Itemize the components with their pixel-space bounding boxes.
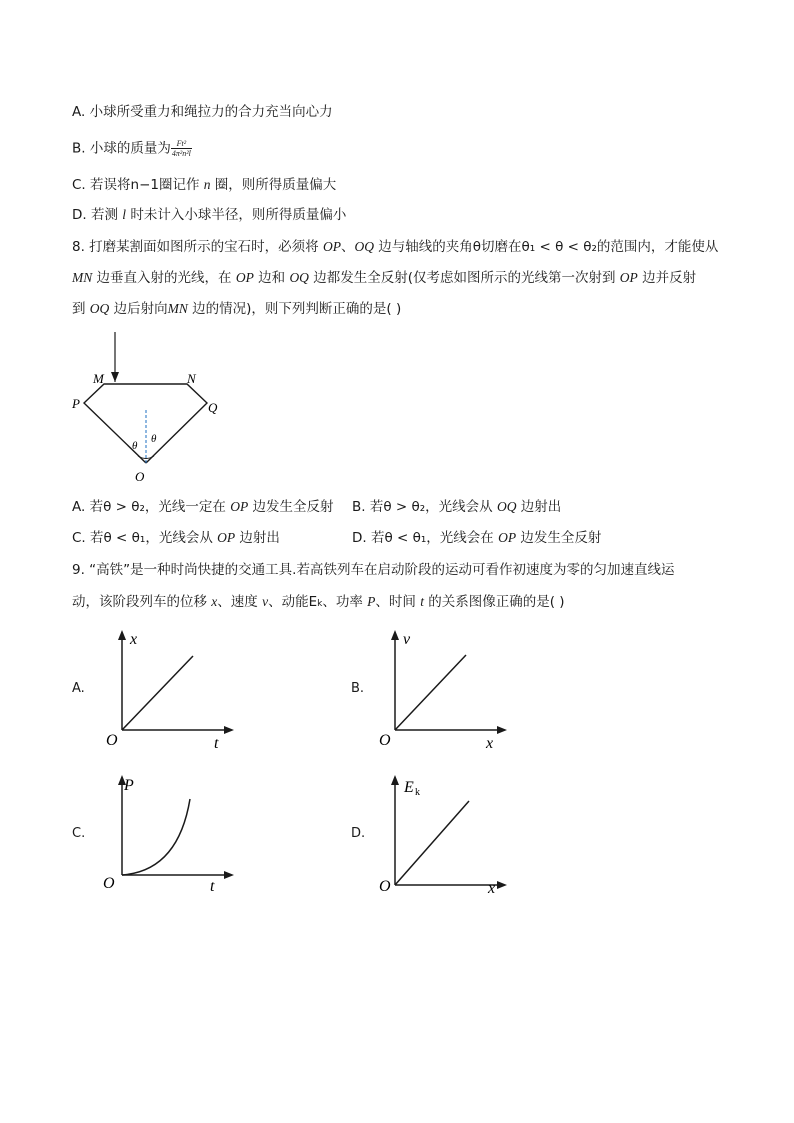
graph-curve: [395, 655, 466, 730]
y-axis-label: v: [403, 631, 411, 648]
x-axis-arrow: [497, 726, 507, 734]
text: 边垂直入射的光线，在: [92, 270, 236, 286]
text: 边与轴线的夹角θ切磨在θ₁ < θ < θ₂的范围内，才能使从: [373, 239, 719, 255]
var-l: l: [122, 207, 127, 222]
text: C. 若误将n−1圈记作: [72, 177, 204, 193]
label-n: N: [187, 371, 196, 386]
oq: OQ: [496, 499, 517, 514]
text: 边发生全反射: [248, 499, 334, 515]
text: 边的情况)，则下列判断正确的是( ): [187, 301, 402, 317]
text: 边发生全反射: [516, 530, 602, 546]
text: 边和: [253, 270, 290, 286]
text: 边射出: [235, 530, 280, 546]
origin-label: O: [103, 875, 115, 892]
q8-option-c: [72, 529, 280, 547]
label-q: Q: [208, 400, 218, 415]
mn: MN: [72, 270, 93, 285]
graph-d-label: D.: [351, 826, 366, 841]
graph-a: [100, 628, 240, 753]
q7-option-b-text: B. 小球的质量为: [72, 140, 171, 157]
origin-label: O: [379, 732, 391, 749]
text: 、功率: [322, 594, 368, 610]
graph-b-label: B.: [351, 681, 365, 696]
text: 的关系图像正确的是( ): [423, 594, 565, 610]
label-m: M: [93, 371, 104, 386]
x-axis-label: x: [488, 880, 496, 897]
y-axis-arrow: [391, 775, 399, 785]
mn: MN: [167, 301, 188, 316]
var-t: t: [420, 594, 424, 609]
y-axis-label: E: [404, 779, 414, 796]
text: 到: [72, 301, 90, 317]
graph-curve: [122, 799, 190, 875]
var-n: n: [203, 177, 211, 192]
q8-stem-line-3: [72, 300, 401, 318]
text: 、速度: [217, 594, 263, 610]
var-v: v: [262, 594, 269, 609]
y-axis-arrow: [118, 630, 126, 640]
op: OP: [619, 270, 638, 285]
origin-label: O: [106, 732, 118, 749]
mass-fraction: [171, 139, 192, 158]
y-axis-label: x: [130, 631, 138, 648]
incident-arrowhead: [111, 372, 119, 382]
y-axis-label: P: [124, 777, 134, 794]
op: OP: [217, 530, 236, 545]
op: OP: [322, 239, 341, 254]
label-p: P: [72, 396, 80, 411]
q7-option-c: [72, 176, 336, 194]
text: 、动能E: [268, 594, 318, 610]
text: 时未计入小球半径，则所得质量偏小: [126, 207, 347, 223]
graph-d: [373, 773, 513, 898]
label-theta-right: θ: [151, 433, 157, 445]
text: C. 若θ < θ₁，光线会从: [72, 530, 218, 546]
q8-option-b: [352, 498, 561, 516]
graph-curve: [122, 656, 193, 730]
graph-a-label: A.: [72, 681, 85, 696]
var-x: x: [211, 594, 218, 609]
q8-option-a: [72, 498, 334, 516]
x-axis-label: t: [214, 735, 219, 752]
op: OP: [498, 530, 517, 545]
graph-c-label: C.: [72, 826, 86, 841]
op: OP: [230, 499, 249, 514]
x-axis-arrow: [224, 871, 234, 879]
text: 圈，则所得质量偏大: [210, 177, 337, 193]
q9-stem-line-1: 9. “高铁”是一种时尚快捷的交通工具.若高铁列车在启动阶段的运动可看作初速度为零的匀加速直线运: [72, 562, 675, 578]
y-axis-arrow: [391, 630, 399, 640]
q8-stem-line-1: [72, 238, 718, 256]
graph-curve: [395, 801, 469, 885]
text: 、: [340, 239, 355, 255]
text: 边都发生全反射(仅考虑如图所示的光线第一次射到: [308, 270, 620, 286]
text: B. 若θ > θ₂，光线会从: [352, 499, 497, 515]
text: D. 若θ < θ₁，光线会在: [352, 530, 499, 546]
op: OP: [235, 270, 254, 285]
q9-stem-line-2: [72, 593, 565, 613]
x-axis-label: t: [210, 878, 215, 895]
x-axis-arrow: [497, 881, 507, 889]
text: 边射出: [516, 499, 562, 515]
text: 边并反射: [637, 270, 697, 286]
text: 8. 打磨某割面如图所示的宝石时，必须将: [72, 239, 323, 255]
oq: OQ: [354, 239, 374, 254]
label-o: O: [135, 469, 145, 484]
text: 、时间: [375, 594, 421, 610]
var-p: P: [367, 594, 376, 609]
subscript-k: k: [317, 599, 323, 609]
graph-b: [373, 628, 513, 753]
label-theta-left: θ: [132, 440, 138, 452]
q7-option-a: A. 小球所受重力和绳拉力的合力充当向心力: [72, 104, 333, 120]
gem-diagram: [62, 330, 232, 490]
q8-option-d: [352, 529, 601, 547]
text: 动，该阶段列车的位移: [72, 594, 212, 610]
fraction-numerator: Ft²: [171, 139, 192, 149]
graph-c: [100, 773, 240, 898]
oq: OQ: [289, 270, 309, 285]
text: A. 若θ > θ₂，光线一定在: [72, 499, 231, 515]
q7-option-b: [72, 139, 192, 158]
y-axis-subscript: k: [415, 787, 420, 798]
text: 边后射向: [109, 301, 168, 317]
x-axis-label: x: [486, 735, 494, 752]
fraction-denominator: 4π²n²l: [171, 149, 191, 158]
origin-label: O: [379, 878, 391, 895]
oq: OQ: [89, 301, 110, 316]
q8-stem-line-2: [72, 269, 696, 287]
x-axis-arrow: [224, 726, 234, 734]
text: D. 若测: [72, 207, 123, 223]
q7-option-d: [72, 206, 346, 224]
